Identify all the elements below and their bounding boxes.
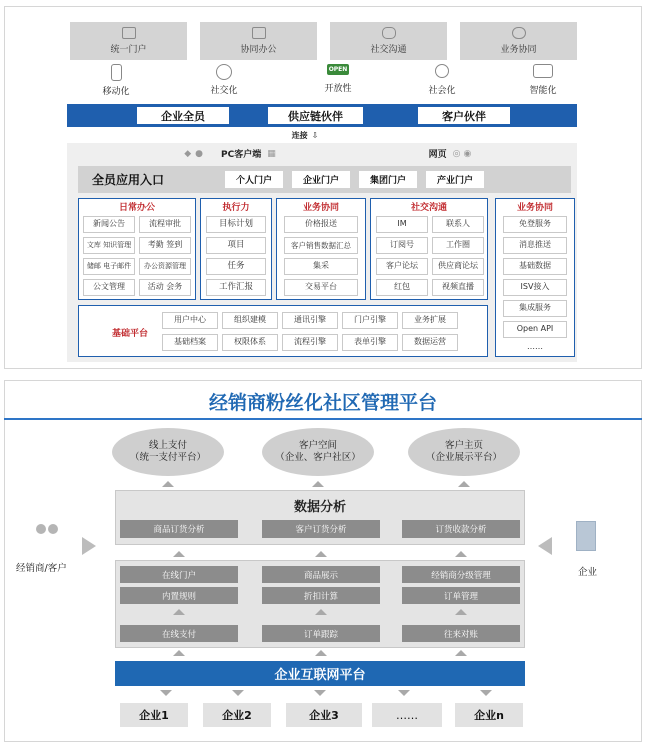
tab-customers[interactable]: 客户伙伴 [418, 107, 510, 124]
col-title: 日常办公 [118, 203, 155, 213]
base-platform-title: 基础平台 [112, 329, 149, 339]
feature-smart [521, 64, 565, 96]
entry-industry-portal[interactable]: 产业门户 [426, 171, 484, 188]
open-badge-text: OPEN [328, 66, 348, 73]
enterprise-n[interactable]: 企业n [455, 703, 523, 727]
base-item[interactable]: 通讯引擎 [282, 312, 338, 329]
windows-icon: ▦ [267, 148, 276, 159]
arrow-up-icon [455, 551, 467, 557]
building-icon [576, 521, 596, 551]
social-item[interactable]: 红包 [376, 279, 428, 296]
feature-label: 开放性 [324, 84, 352, 94]
apple-icon: ● [195, 148, 204, 159]
office-item[interactable]: 流程审批 [139, 216, 191, 233]
base-item[interactable]: 基础档案 [162, 334, 218, 351]
enterprise-1[interactable]: 企业1 [120, 703, 188, 727]
grid-item[interactable]: 内置规则 [120, 587, 238, 604]
tab-supply-chain[interactable]: 供应链伙伴 [268, 107, 363, 124]
web-label: 网页 [428, 150, 447, 160]
grid-item[interactable]: 在线支付 [120, 625, 238, 642]
base-item[interactable]: 表单引擎 [342, 334, 398, 351]
open-sign-icon [327, 64, 349, 75]
feature-social [202, 64, 246, 96]
grid-item[interactable]: 折扣计算 [262, 587, 380, 604]
right-item: …… [503, 341, 567, 354]
grid-item[interactable]: 订单跟踪 [262, 625, 380, 642]
base-item[interactable]: 业务扩展 [402, 312, 458, 329]
connect-label: 连接 [291, 130, 308, 140]
col-title: 业务协同 [302, 203, 339, 213]
social-item[interactable]: 客户论坛 [376, 258, 428, 275]
office-item[interactable]: 文库 知识管理 [83, 237, 135, 254]
col-title: 社交沟通 [410, 203, 447, 213]
oval-line2: （企业展示平台） [425, 452, 502, 463]
arrow-up-icon [458, 481, 470, 487]
portal-label: 统一门户 [110, 45, 147, 55]
feature-label: 社会化 [428, 86, 456, 96]
arrow-up-icon [455, 609, 467, 615]
enterprise-3[interactable]: 企业3 [286, 703, 362, 727]
office-item[interactable]: 办公资源管理 [139, 258, 191, 275]
feature-label: 智能化 [529, 86, 557, 96]
entry-title: 全员应用入口 [92, 173, 165, 187]
office-item[interactable]: 公文管理 [83, 279, 135, 296]
enterprise-more: …… [372, 703, 442, 727]
web-client [410, 147, 490, 160]
oval-line2: （统一支付平台） [129, 452, 206, 463]
arrow-down-icon [314, 690, 326, 696]
grid-item[interactable]: 往来对账 [402, 625, 520, 642]
arrow-up-icon [173, 650, 185, 656]
arrow-up-icon [312, 481, 324, 487]
analysis-item[interactable]: 客户订货分析 [262, 520, 380, 538]
base-item[interactable]: 权限体系 [222, 334, 278, 351]
arrow-right-icon [82, 537, 96, 555]
arrow-down-icon: ⇩ [311, 130, 319, 140]
right-item[interactable]: 基础数据 [503, 258, 567, 275]
arrow-down-icon [160, 690, 172, 696]
social-item[interactable]: 供应商论坛 [432, 258, 484, 275]
bottom-title: 经销商粉丝化社区管理平台 [208, 391, 437, 414]
right-item[interactable]: ISV接入 [503, 279, 567, 296]
arrow-up-icon [162, 481, 174, 487]
share-icon [435, 64, 449, 78]
oval-online-payment[interactable] [112, 428, 224, 476]
right-item[interactable]: 免登服务 [503, 216, 567, 233]
portal-label: 社交沟通 [370, 45, 407, 55]
entry-enterprise-portal[interactable]: 企业门户 [292, 171, 350, 188]
right-item[interactable]: 消息推送 [503, 237, 567, 254]
browser-icon: ◎ [452, 148, 461, 159]
social-item[interactable]: 联系人 [432, 216, 484, 233]
biz-item[interactable]: 价格报送 [284, 216, 358, 233]
right-item[interactable]: 集成服务 [503, 300, 567, 317]
briefcase-icon [252, 27, 266, 39]
analysis-item[interactable]: 商品订货分析 [120, 520, 238, 538]
arrow-down-icon [480, 690, 492, 696]
social-item[interactable]: 工作圈 [432, 237, 484, 254]
social-item[interactable]: 视频直播 [432, 279, 484, 296]
base-item[interactable]: 数据运营 [402, 334, 458, 351]
left-label: 经销商/客户 [16, 563, 67, 574]
pc-client [140, 147, 320, 160]
home-icon [122, 27, 136, 39]
people-icon [34, 524, 64, 538]
enterprise-2[interactable]: 企业2 [203, 703, 271, 727]
right-label: 企业 [578, 567, 598, 578]
social-item[interactable]: 订阅号 [376, 237, 428, 254]
biz-item[interactable]: 交易平台 [284, 279, 358, 296]
connect-indicator [280, 128, 330, 142]
chrome-icon: ◉ [463, 148, 472, 159]
arrow-up-icon [173, 609, 185, 615]
feature-mobile [96, 64, 136, 97]
arrow-up-icon [315, 551, 327, 557]
arrow-down-icon [398, 690, 410, 696]
portal-box-business[interactable] [460, 22, 577, 60]
exec-item[interactable]: 目标计划 [206, 216, 266, 233]
arrow-up-icon [315, 650, 327, 656]
base-item[interactable]: 流程引擎 [282, 334, 338, 351]
office-item[interactable]: 考勤 签到 [139, 237, 191, 254]
col-title: 业务协同 [516, 203, 553, 213]
oval-customer-home[interactable] [408, 428, 520, 476]
portal-box-social[interactable] [330, 22, 447, 60]
office-item[interactable]: 储邮 电子邮件 [83, 258, 135, 275]
feature-label: 社交化 [210, 86, 238, 96]
feature-socialize [420, 64, 464, 96]
oval-line1: 线上支付 [148, 440, 187, 452]
office-item[interactable]: 新闻公告 [83, 216, 135, 233]
biz-item[interactable]: 客户销售数据汇总 [284, 237, 358, 254]
entry-group-portal[interactable]: 集团门户 [359, 171, 417, 188]
monitor-icon [533, 64, 553, 78]
title-divider [4, 418, 642, 420]
entry-personal-portal[interactable]: 个人门户 [225, 171, 283, 188]
mobile-icon [111, 64, 122, 81]
base-item[interactable]: 用户中心 [162, 312, 218, 329]
chat-icon [382, 27, 396, 39]
analysis-title: 数据分析 [293, 499, 346, 515]
people-icon [216, 64, 232, 80]
tab-all-staff[interactable]: 企业全员 [137, 107, 229, 124]
oval-line2: （企业、客户社区） [275, 452, 361, 463]
handshake-icon [512, 27, 526, 39]
platform-bar: 企业互联网平台 [115, 661, 525, 686]
arrow-left-icon [538, 537, 552, 555]
arrow-up-icon [315, 609, 327, 615]
analysis-item[interactable]: 订货收款分析 [402, 520, 520, 538]
arrow-down-icon [232, 690, 244, 696]
grid-item[interactable]: 经销商分级管理 [402, 566, 520, 583]
exec-item[interactable]: 工作汇报 [206, 279, 266, 296]
grid-item[interactable]: 在线门户 [120, 566, 238, 583]
portal-box-collab[interactable] [200, 22, 317, 60]
oval-line1: 客户空间 [298, 440, 337, 452]
base-item[interactable]: 组织建模 [222, 312, 278, 329]
android-icon: ◆ [184, 148, 192, 159]
social-item[interactable]: IM [376, 216, 428, 233]
grid-item[interactable]: 订单管理 [402, 587, 520, 604]
exec-item[interactable]: 任务 [206, 258, 266, 275]
arrow-up-icon [173, 551, 185, 557]
portal-label: 协同办公 [240, 45, 277, 55]
base-item[interactable]: 门户引擎 [342, 312, 398, 329]
portal-label: 业务协同 [500, 45, 537, 55]
feature-open [316, 64, 360, 94]
office-item[interactable]: 活动 会务 [139, 279, 191, 296]
arrow-up-icon [455, 650, 467, 656]
pc-client-label: PC客户端 [221, 150, 262, 160]
biz-item[interactable]: 集采 [284, 258, 358, 275]
oval-customer-space[interactable] [262, 428, 374, 476]
oval-line1: 客户主页 [444, 440, 483, 452]
right-item[interactable]: Open API [503, 321, 567, 338]
exec-item[interactable]: 项目 [206, 237, 266, 254]
grid-item[interactable]: 商品展示 [262, 566, 380, 583]
feature-label: 移动化 [102, 87, 130, 97]
col-title: 执行力 [222, 203, 250, 213]
portal-box-unified[interactable] [70, 22, 187, 60]
